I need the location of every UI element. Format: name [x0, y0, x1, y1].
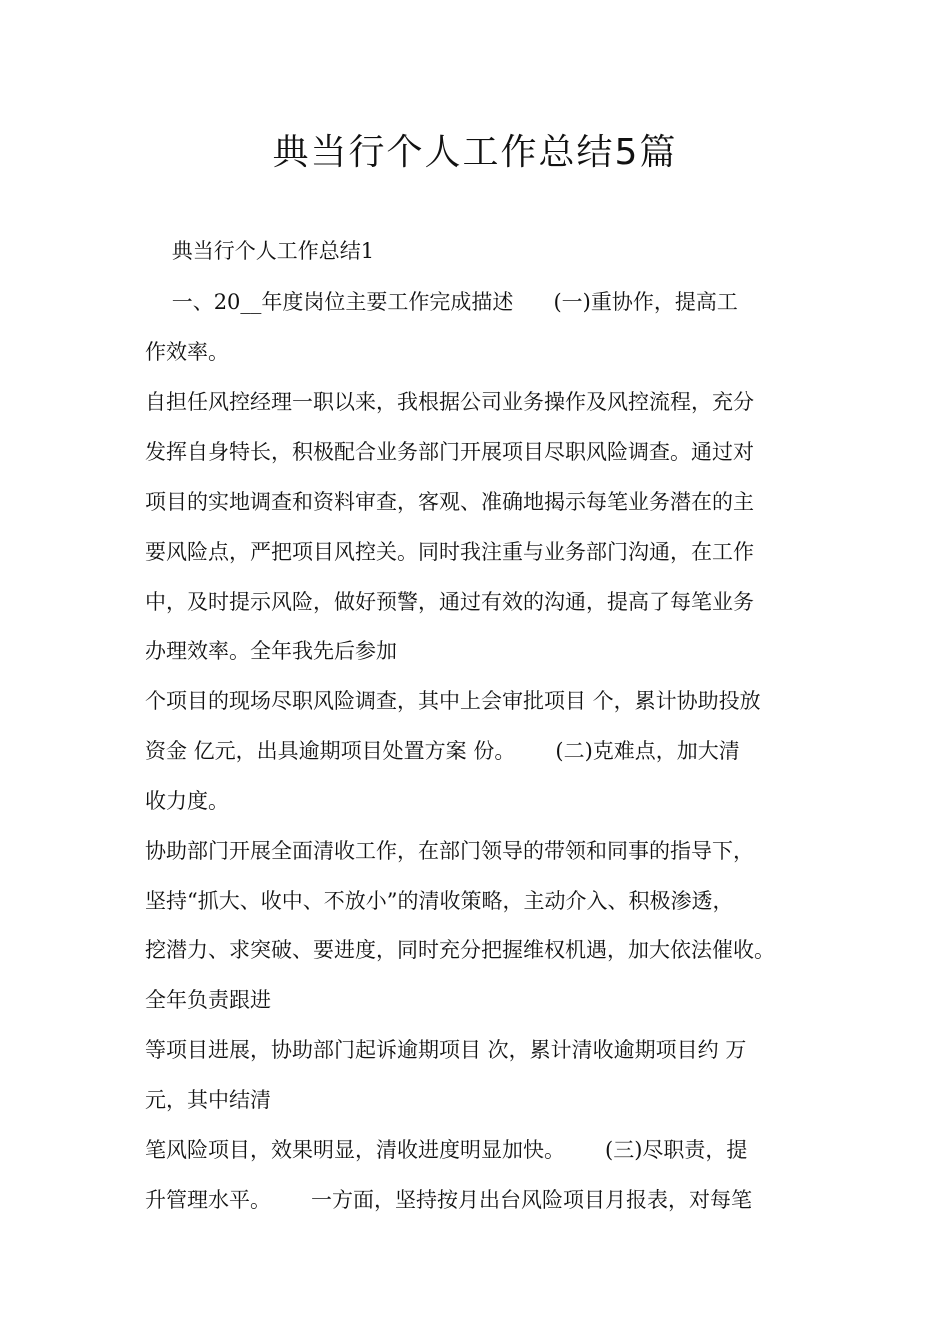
- text-line: 笔风险项目，效果明显，清收进度明显加快。 (三)尽职责，提: [145, 1138, 748, 1162]
- text-line: 升管理水平。 一方面，坚持按月出台风险项目月报表，对每笔: [145, 1188, 753, 1212]
- text-line: 一、20__年度岗位主要工作完成描述 (一)重协作，提高工: [145, 290, 738, 314]
- text-line: 办理效率。全年我先后参加: [145, 639, 397, 663]
- text-line: 要风险点，严把项目风控关。同时我注重与业务部门沟通，在工作: [145, 540, 754, 564]
- text-line: 自担任风控经理一职以来，我根据公司业务操作及风控流程，充分: [145, 390, 754, 414]
- text-line: 全年负责跟进: [145, 988, 271, 1012]
- text-line: 等项目进展，协助部门起诉逾期项目 次，累计清收逾期项目约 万: [145, 1038, 747, 1062]
- text-line: 作效率。: [145, 340, 229, 364]
- text-line: 挖潜力、求突破、要进度，同时充分把握维权机遇，加大依法催收。: [145, 938, 775, 962]
- text-line: 元，其中结清: [145, 1088, 271, 1112]
- document-title: 典当行个人工作总结5篇: [272, 132, 678, 173]
- text-line: 中，及时提示风险，做好预警，通过有效的沟通，提高了每笔业务: [145, 590, 754, 614]
- text-line: 协助部门开展全面清收工作，在部门领导的带领和同事的指导下，: [145, 839, 754, 863]
- text-line: 坚持“抓大、收中、不放小”的清收策略，主动介入、积极渗透，: [145, 889, 734, 913]
- text-line: 项目的实地调查和资料审查，客观、准确地揭示每笔业务潜在的主: [145, 490, 754, 514]
- text-line: 个项目的现场尽职风险调查，其中上会审批项目 个，累计协助投放: [145, 689, 761, 713]
- text-line: 发挥自身特长，积极配合业务部门开展项目尽职风险调查。通过对: [145, 440, 754, 464]
- text-line: 资金 亿元，出具逾期项目处置方案 份。 (二)克难点，加大清: [145, 739, 740, 763]
- text-line: 典当行个人工作总结1: [145, 239, 375, 263]
- text-line: 收力度。: [145, 789, 229, 813]
